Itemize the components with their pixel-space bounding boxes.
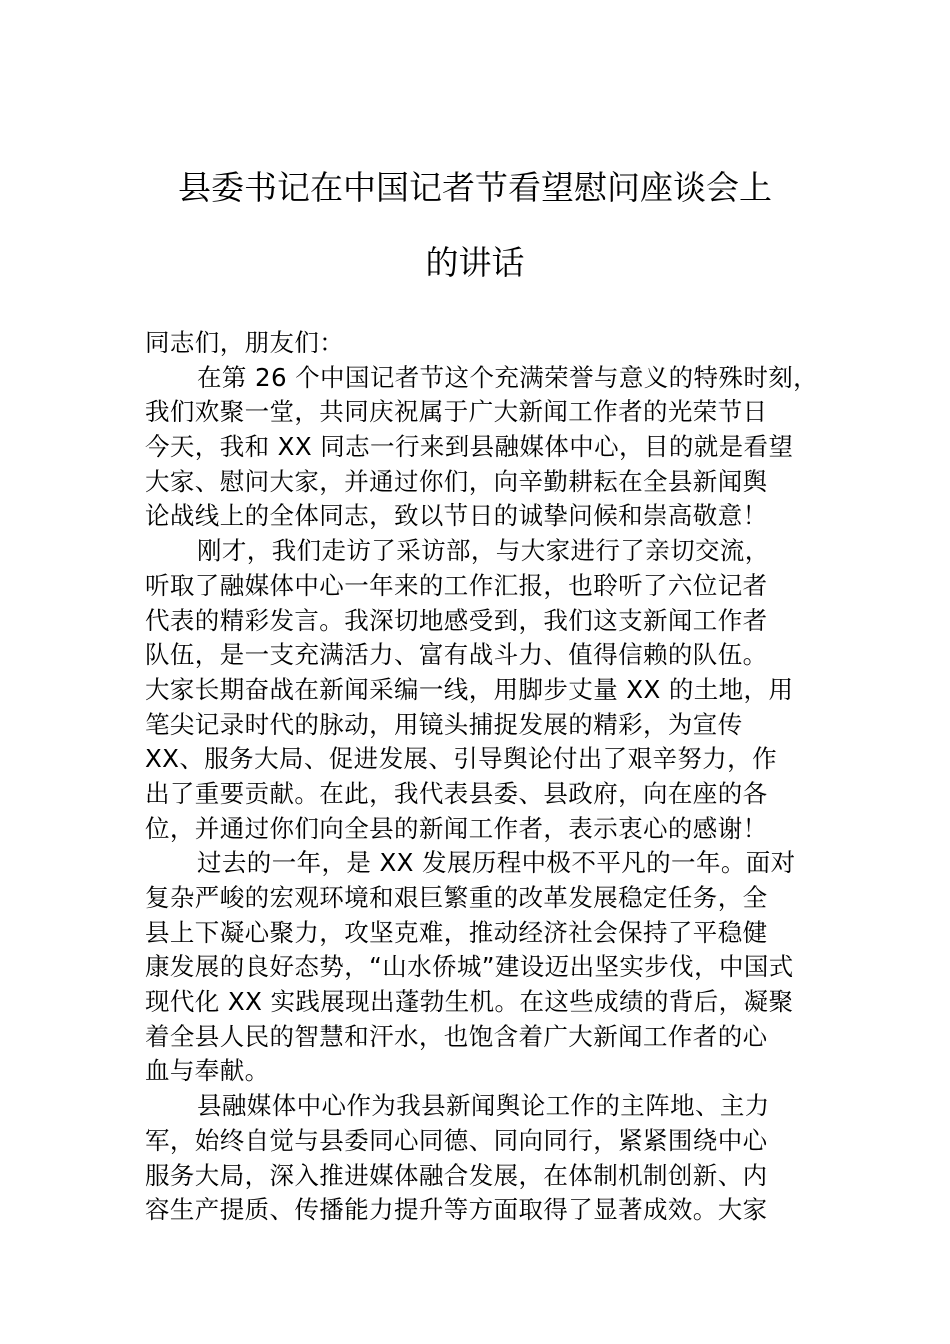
paragraph-1-line: 今天，我和 XX 同志一行来到县融媒体中心，目的就是看望 — [145, 432, 794, 462]
document-title — [0, 150, 950, 300]
paragraph-1-line: 论战线上的全体同志，致以节日的诚挚问候和崇高敬意！ — [145, 501, 768, 531]
paragraph-2-line: 听取了融媒体中心一年来的工作汇报，也聆听了六位记者 — [145, 570, 768, 600]
paragraph-1-line: 大家、慰问大家，并通过你们，向辛勤耕耘在全县新闻舆 — [145, 466, 768, 496]
paragraph-3-line: 过去的一年，是 XX 发展历程中极不平凡的一年。面对 — [197, 848, 796, 878]
paragraph-3-line: 复杂严峻的宏观环境和艰巨繁重的改革发展稳定任务，全 — [145, 883, 768, 912]
paragraph-3-line: 着全县人民的智慧和汗水，也饱含着广大新闻工作者的心 — [145, 1021, 768, 1051]
paragraph-3-line: 血与奉献。 — [145, 1056, 270, 1086]
paragraph-2-line: 队伍，是一支充满活力、富有战斗力、值得信赖的队伍。 — [145, 640, 768, 670]
paragraph-1-line: 在第 26 个中国记者节这个充满荣誉与意义的特殊时刻， — [197, 362, 819, 392]
paragraph-3-line: 康发展的良好态势，“山水侨城”建设迈出坚实步伐，中国式 — [145, 952, 794, 982]
paragraph-4-line: 服务大局，深入推进媒体融合发展，在体制机制创新、内 — [145, 1160, 768, 1190]
title-line-2: 的讲话 — [425, 243, 525, 282]
paragraph-1-line: 我们欢聚一堂，共同庆祝属于广大新闻工作者的光荣节日 — [145, 397, 768, 427]
paragraph-2-line: 出了重要贡献。在此，我代表县委、县政府，向在座的各 — [145, 778, 768, 808]
paragraph-2-line: 大家长期奋战在新闻采编一线，用脚步丈量 XX 的土地，用 — [145, 674, 794, 704]
document-body — [145, 326, 819, 1228]
paragraph-2-line: 位，并通过你们向全县的新闻工作者，表示衷心的感谢！ — [145, 813, 768, 843]
paragraph-2-line: 刚才，我们走访了采访部，与大家进行了亲切交流， — [197, 536, 770, 566]
title-line-1: 县委书记在中国记者节看望慰问座谈会上 — [178, 168, 772, 207]
paragraph-4-line: 容生产提质、传播能力提升等方面取得了显著成效。大家 — [145, 1195, 768, 1225]
paragraph-4-line: 县融媒体中心作为我县新闻舆论工作的主阵地、主力 — [197, 1091, 770, 1121]
paragraph-3-line: 现代化 XX 实践展现出蓬勃生机。在这些成绩的背后，凝聚 — [145, 987, 794, 1017]
salutation: 同志们，朋友们： — [145, 328, 345, 357]
paragraph-3-line: 县上下凝心聚力，攻坚克难，推动经济社会保持了平稳健 — [145, 917, 768, 947]
paragraph-2-line: 代表的精彩发言。我深切地感受到，我们这支新闻工作者 — [145, 605, 768, 635]
paragraph-2-line: XX、服务大局、促进发展、引导舆论付出了艰辛努力，作 — [145, 744, 777, 774]
paragraph-4-line: 军，始终自觉与县委同心同德、同向同行，紧紧围绕中心 — [145, 1125, 768, 1155]
paragraph-2-line: 笔尖记录时代的脉动，用镜头捕捉发展的精彩，为宣传 — [145, 709, 743, 739]
